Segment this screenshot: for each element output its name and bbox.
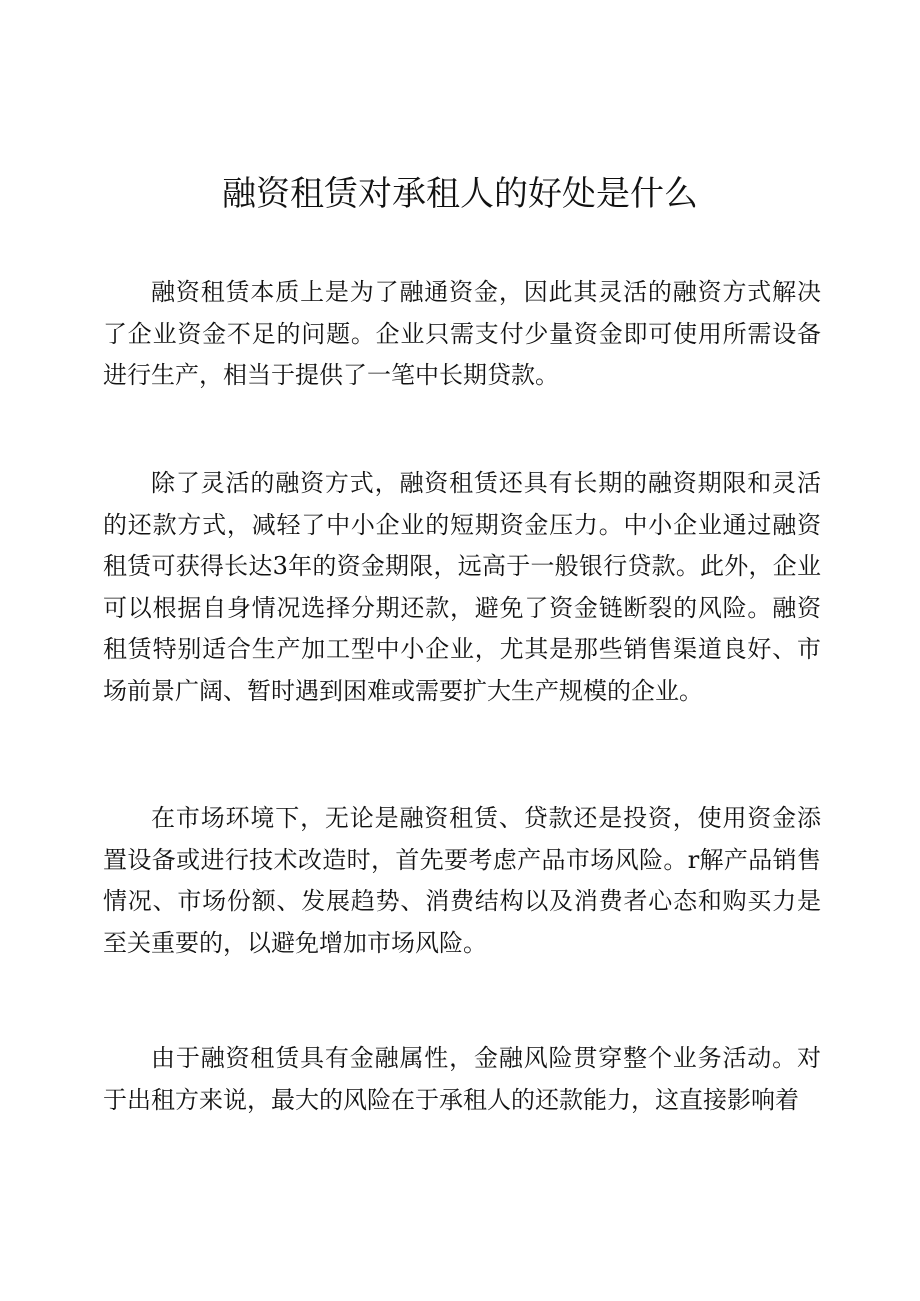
paragraph-4: 由于融资租赁具有金融属性，金融风险贯穿整个业务活动。对于出租方来说，最大的风险在于承租人的还款能力，这直接影响着 bbox=[103, 1044, 821, 1114]
paragraph-3: 在市场环境下，无论是融资租赁、贷款还是投资，使用资金添置设备或进行技术改造时，首先要考虑产品市场风险。r解产品销售情况、市场份额、发展趋势、消费结构以及消费者心态和购买力是至关重要的，以避免增加市场风险。 bbox=[103, 804, 821, 957]
page-title: 融资租赁对承租人的好处是什么 bbox=[222, 174, 698, 214]
paragraph-2: 除了灵活的融资方式，融资租赁还具有长期的融资期限和灵活的还款方式，减轻了中小企业的短期资金压力。中小企业通过融资租赁可获得长达3年的资金期限，远高于一般银行贷款。此外，企业可以根据自身情况选择分期还款，避免了资金链断裂的风险。融资租赁特别适合生产加工型中小企业，尤其是那些销售渠道良好、市场前景广阔、暂时遇到困难或需要扩大生产规模的企业。 bbox=[103, 469, 821, 705]
paragraph-1: 融资租赁本质上是为了融通资金，因此其灵活的融资方式解决了企业资金不足的问题。企业只需支付少量资金即可使用所需设备进行生产，相当于提供了一笔中长期贷款。 bbox=[103, 278, 821, 389]
